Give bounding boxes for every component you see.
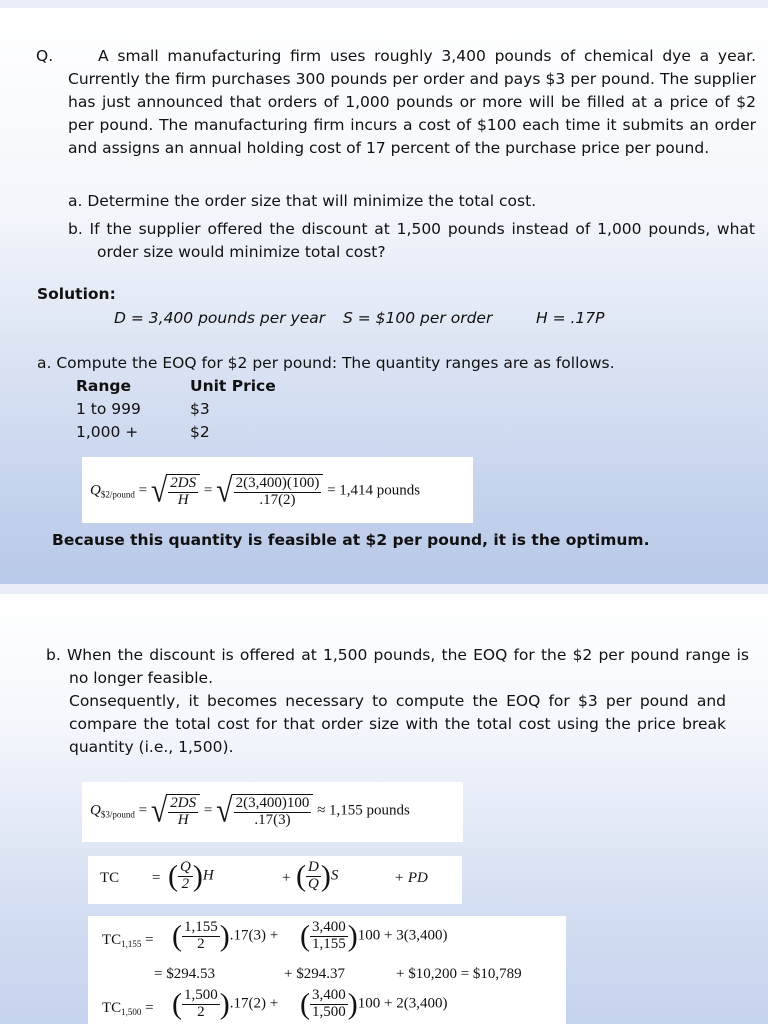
sqrt-icon: √: [216, 791, 233, 830]
formula-lhs: Q: [90, 802, 101, 819]
tc-1155-t1-tail: .17(3) +: [229, 927, 279, 944]
tc-1500-t2-den: 1,500: [312, 1003, 346, 1020]
tc-1155-t2-den: 1,155: [312, 935, 346, 952]
formula-eq: =: [203, 482, 213, 499]
tc-1155-label: TC: [102, 932, 122, 948]
tc-1155-t1-den: 2: [197, 935, 205, 952]
given-holding-cost: H = .17P: [536, 309, 605, 327]
tc-1155-eq: =: [145, 932, 154, 948]
tc-1500-eq: =: [145, 1000, 154, 1016]
question-part-b: b. If the supplier offered the discount at 1,500 pounds instead of 1,000 pounds, what order size would minimize total cost?: [68, 220, 755, 261]
tc-1500-t2-num: 3,400: [312, 987, 346, 1003]
tc-1500-t1-num: 1,500: [184, 987, 218, 1003]
table-cell-price: $2: [190, 423, 210, 441]
tc-plus: +: [282, 870, 291, 886]
formula-numerator: 2DS: [170, 795, 197, 811]
formula-numerator: 2(3,400)100: [235, 795, 310, 811]
tc-formula: TC = ( $\frac{Q}{2}$ )H + ( $\frac{D}{Q}$ )S + PD: [88, 856, 462, 904]
formula-result: = 1,414 pounds: [327, 482, 421, 499]
tc-eq: =: [152, 870, 161, 886]
tc-1500-sub: 1,500: [121, 1007, 142, 1017]
sqrt-icon: √: [216, 471, 233, 510]
formula-eq: =: [203, 802, 213, 819]
formula-lhs-sub: $3/pound: [100, 809, 135, 820]
eoq-formula-a: [82, 457, 473, 523]
given-setup-cost: S = $100 per order: [343, 309, 493, 327]
table-cell-price: $3: [190, 400, 210, 418]
tc-t1-num: Q: [180, 859, 191, 875]
part-a-conclusion: Because this quantity is feasible at $2 per pound, it is the optimum.: [52, 531, 650, 549]
sqrt-icon: √: [150, 791, 168, 830]
tc-1155-r3: + $10,200 = $10,789: [396, 966, 522, 982]
tc-1155-r2: + $294.37: [284, 966, 345, 982]
formula-denominator: .17(2): [259, 491, 296, 508]
formula-numerator: 2(3,400)(100): [235, 475, 320, 491]
part-b-intro-1: b. When the discount is offered at 1,500 pounds, the EOQ for the $2 per pound range is no longer feasible.: [46, 646, 749, 687]
tc-1500-t1-tail: .17(2) +: [229, 995, 279, 1012]
tc-t1-den: 2: [181, 875, 190, 892]
slide-part-a: [0, 8, 768, 584]
slide-part-b: [0, 594, 768, 1024]
tc-1500-label: TC: [102, 1000, 122, 1016]
formula-numerator: 2DS: [170, 475, 197, 491]
formula-eq: =: [138, 482, 148, 499]
tc-1155-r1: = $294.53: [154, 966, 215, 982]
tc-t3: + PD: [394, 870, 428, 886]
formula-denominator: H: [177, 811, 189, 828]
tc-1500-t1-den: 2: [197, 1003, 205, 1020]
tc-label: TC: [100, 870, 120, 886]
tc-1155-sub: 1,155: [121, 939, 142, 949]
tc-t1-var: H: [202, 867, 214, 884]
question-prefix: Q.: [36, 47, 54, 65]
tc-t2-den: Q: [308, 875, 319, 892]
formula-denominator: H: [177, 491, 189, 508]
question-part-a: a. Determine the order size that will minimize the total cost.: [68, 192, 537, 210]
formula-lhs: Q: [90, 482, 101, 499]
tc-1500-t2-tail: 100 + 2(3,400): [357, 995, 448, 1012]
formula-denominator: .17(3): [254, 811, 291, 828]
solution-heading: Solution:: [37, 285, 116, 303]
question-text: A small manufacturing firm uses roughly 3,400 pounds of chemical dye a year. Currently the firm purchases 300 pounds per order and pays $3 per pound. The supplier has just announced that orders of 1,000 pounds or more will be filled at a price of $2 per pound. The manufacturing firm incurs a cost of $100 each time it submits an order and assigns an annual holding cost of 17 percent of the purchase price per pound.: [68, 47, 756, 157]
tc-t2-var: S: [330, 867, 339, 884]
tc-calculations: $TC_{1,155}$ = ( $\frac{1,155}{2}$ ).17(3) + ( $\frac{3,400}{1,155}$ )100 + 3(3,400) = $294.53 + $294.37 + $10,200 = $10,789 $TC_{1,500}$ = ( $\frac{1,500}{2}$ ).17(2) + ( $\frac{3,400}{1,500}$ )100 + 2(3,400): [88, 916, 566, 1024]
tc-t2-num: D: [308, 859, 319, 875]
tc-1155-t2-num: 3,400: [312, 919, 346, 935]
formula-eq: =: [138, 802, 148, 819]
table-cell-range: 1,000 +: [76, 423, 139, 441]
sqrt-icon: √: [150, 471, 168, 510]
given-demand: D = 3,400 pounds per year: [114, 309, 326, 327]
tc-1155-t2-tail: 100 + 3(3,400): [357, 927, 448, 944]
part-b-intro-2: Consequently, it becomes necessary to compute the EOQ for $3 per pound and compare the total cost for that order size with the total cost using the price break quantity (i.e., 1,500).: [69, 692, 726, 756]
part-a-intro: a. Compute the EOQ for $2 per pound: The quantity ranges are as follows.: [37, 354, 615, 372]
tc-1155-t1-num: 1,155: [184, 919, 218, 935]
formula-result: ≈ 1,155 pounds: [317, 802, 410, 819]
table-cell-range: 1 to 999: [76, 400, 141, 418]
table-header-range: Range: [76, 377, 132, 395]
eoq-formula-b: [82, 782, 463, 842]
table-header-unit-price: Unit Price: [190, 377, 276, 395]
formula-lhs-sub: $2/pound: [100, 489, 135, 500]
